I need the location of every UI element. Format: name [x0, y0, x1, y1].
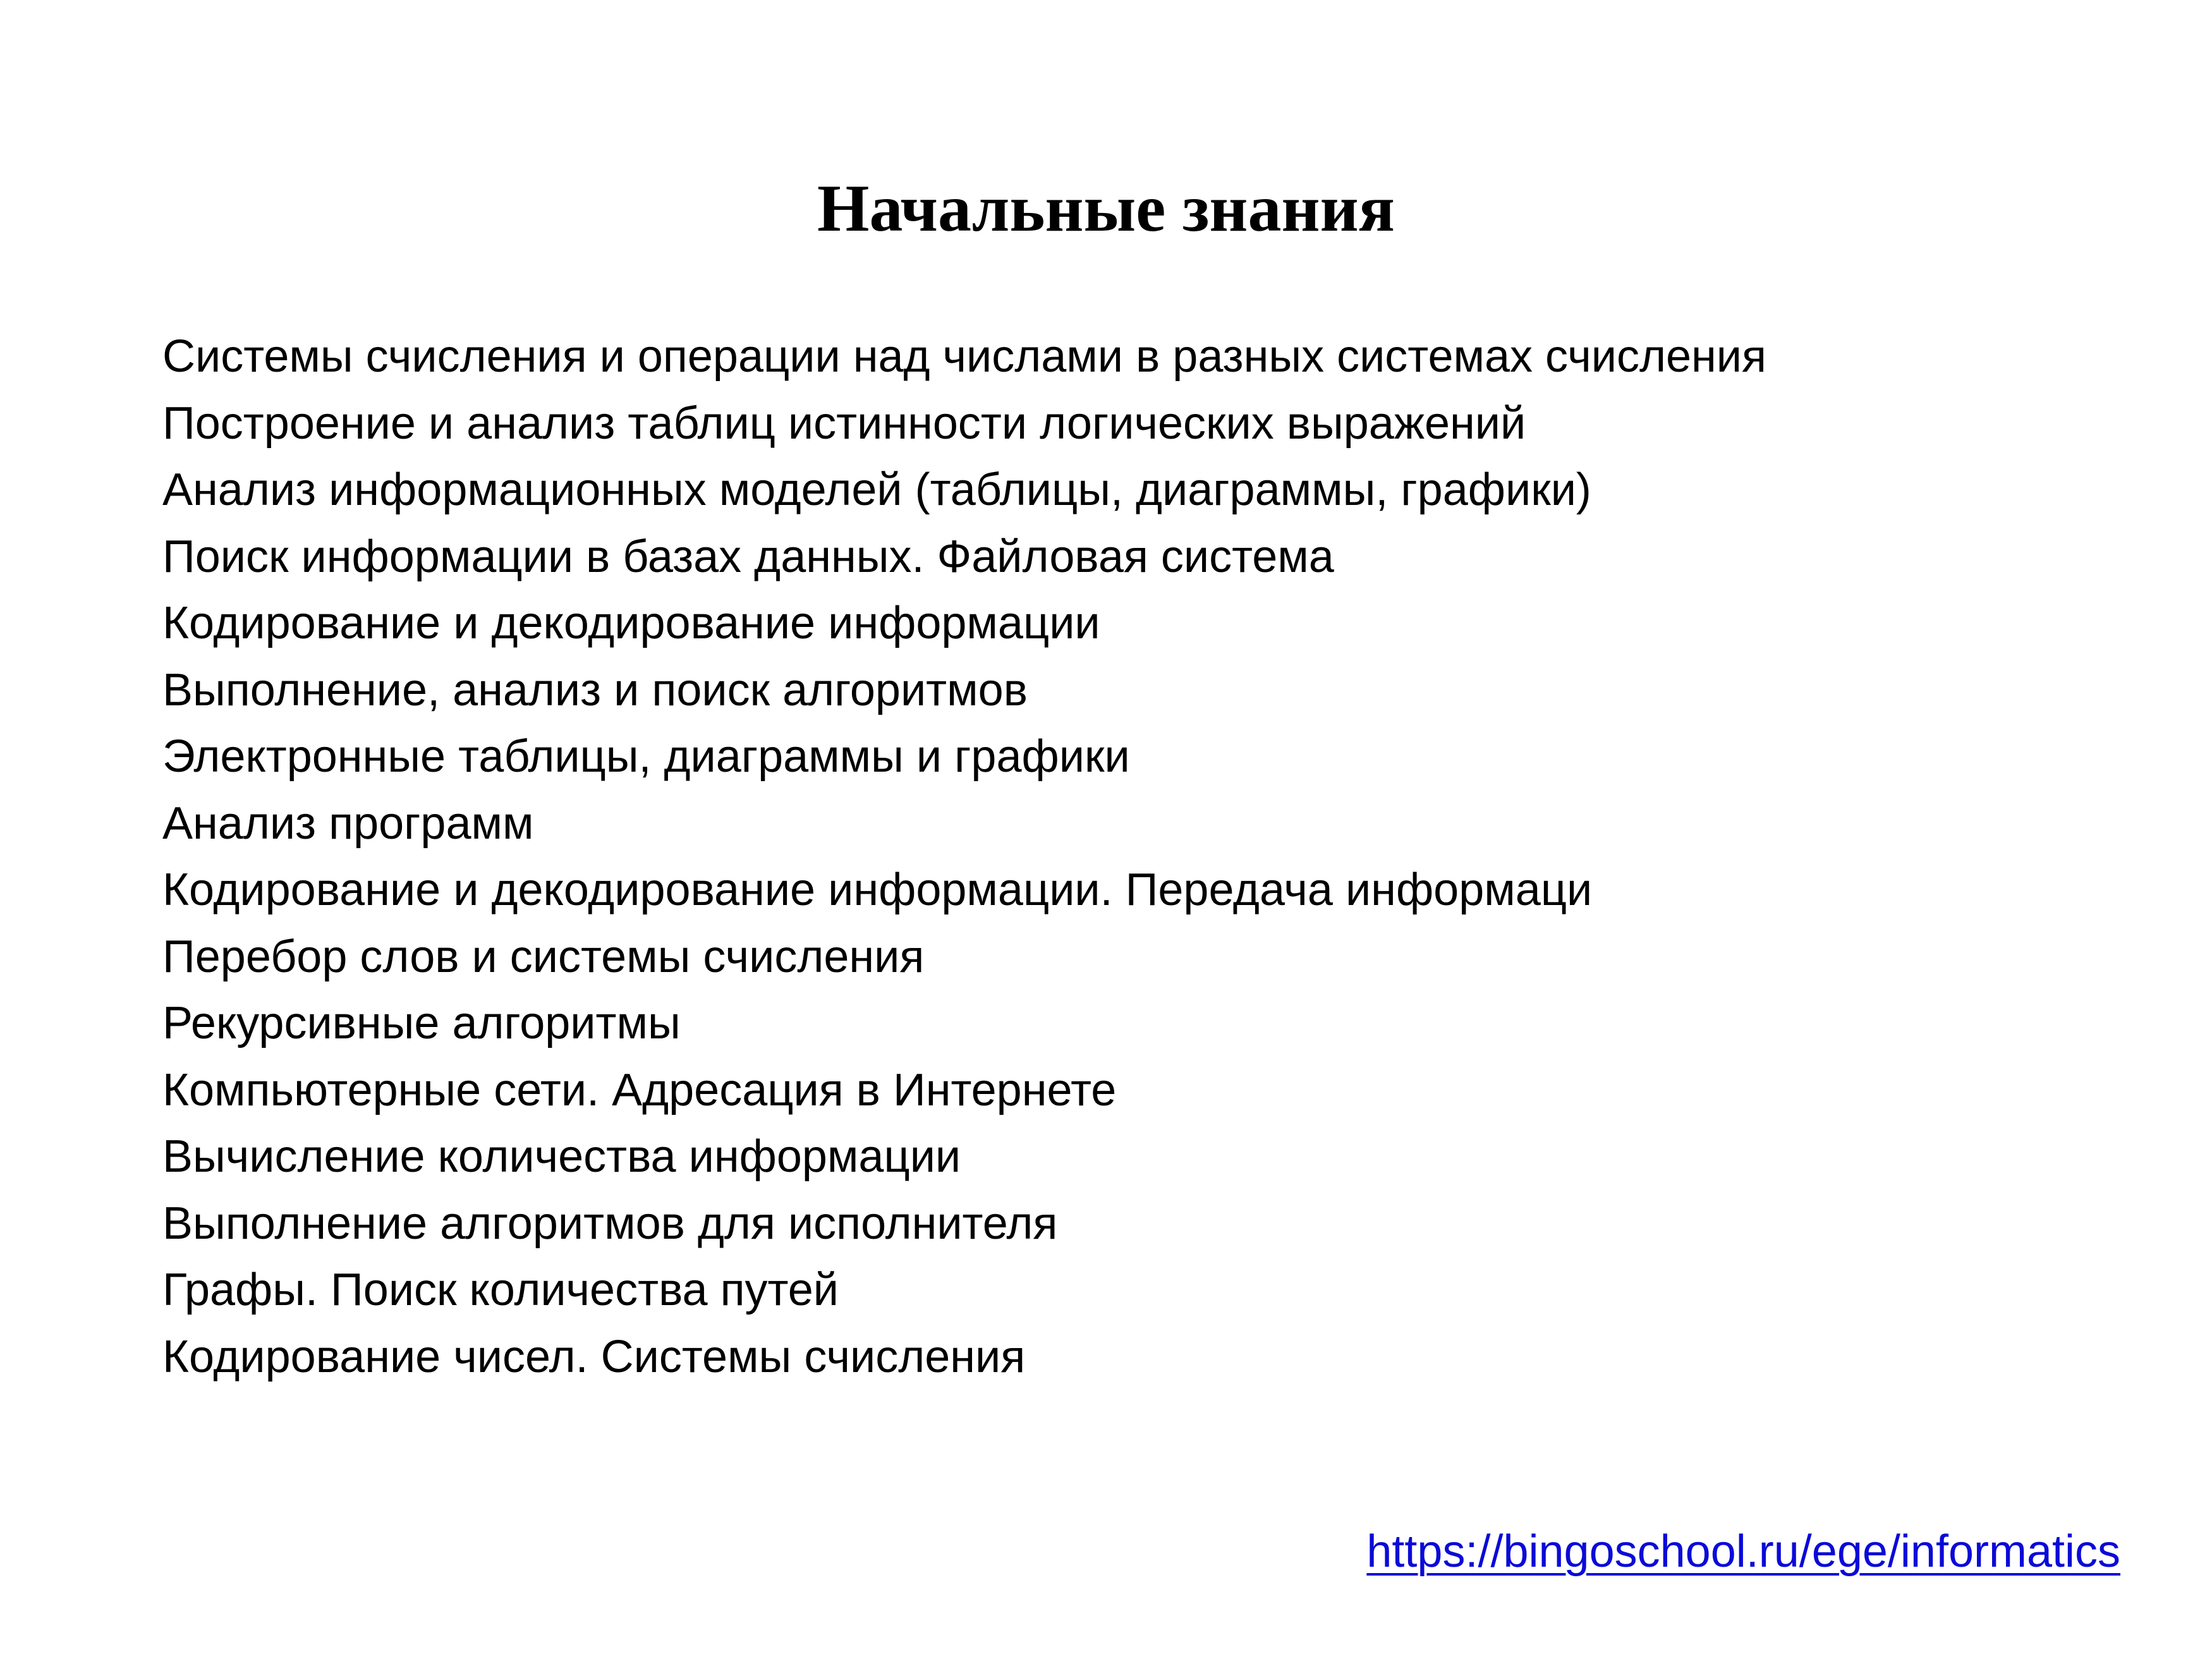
topic-item: Выполнение алгоритмов для исполнителя	[162, 1198, 1058, 1249]
topic-item: Вычисление количества информации	[162, 1131, 961, 1182]
topic-item: Выполнение, анализ и поиск алгоритмов	[162, 664, 1028, 715]
topic-item: Анализ информационных моделей (таблицы, диаграммы, графики)	[162, 465, 1591, 515]
topic-item: Системы счисления и операции над числами в разных системах счисления	[162, 331, 1766, 382]
topic-item: Кодирование и декодирование информации	[162, 598, 1100, 648]
topic-list	[162, 324, 2090, 1390]
topic-item: Графы. Поиск количества путей	[162, 1265, 839, 1315]
topic-item: Перебор слов и системы счисления	[162, 931, 925, 982]
topic-item: Построение и анализ таблиц истинности логических выражений	[162, 398, 1526, 449]
topic-item: Анализ программ	[162, 798, 534, 849]
topic-item: Электронные таблицы, диаграммы и графики	[162, 731, 1130, 782]
source-link[interactable]: https://bingoschool.ru/ege/informatics	[1366, 1526, 2120, 1577]
topic-item: Кодирование чисел. Системы счисления	[162, 1331, 1026, 1382]
topic-item: Поиск информации в базах данных. Файловая система	[162, 531, 1334, 582]
slide-title: Начальные знания	[817, 171, 1395, 245]
topic-item: Кодирование и декодирование информации. Передача информаци	[162, 865, 1593, 915]
topic-item: Рекурсивные алгоритмы	[162, 998, 681, 1048]
topic-item: Компьютерные сети. Адресация в Интернете	[162, 1064, 1117, 1115]
